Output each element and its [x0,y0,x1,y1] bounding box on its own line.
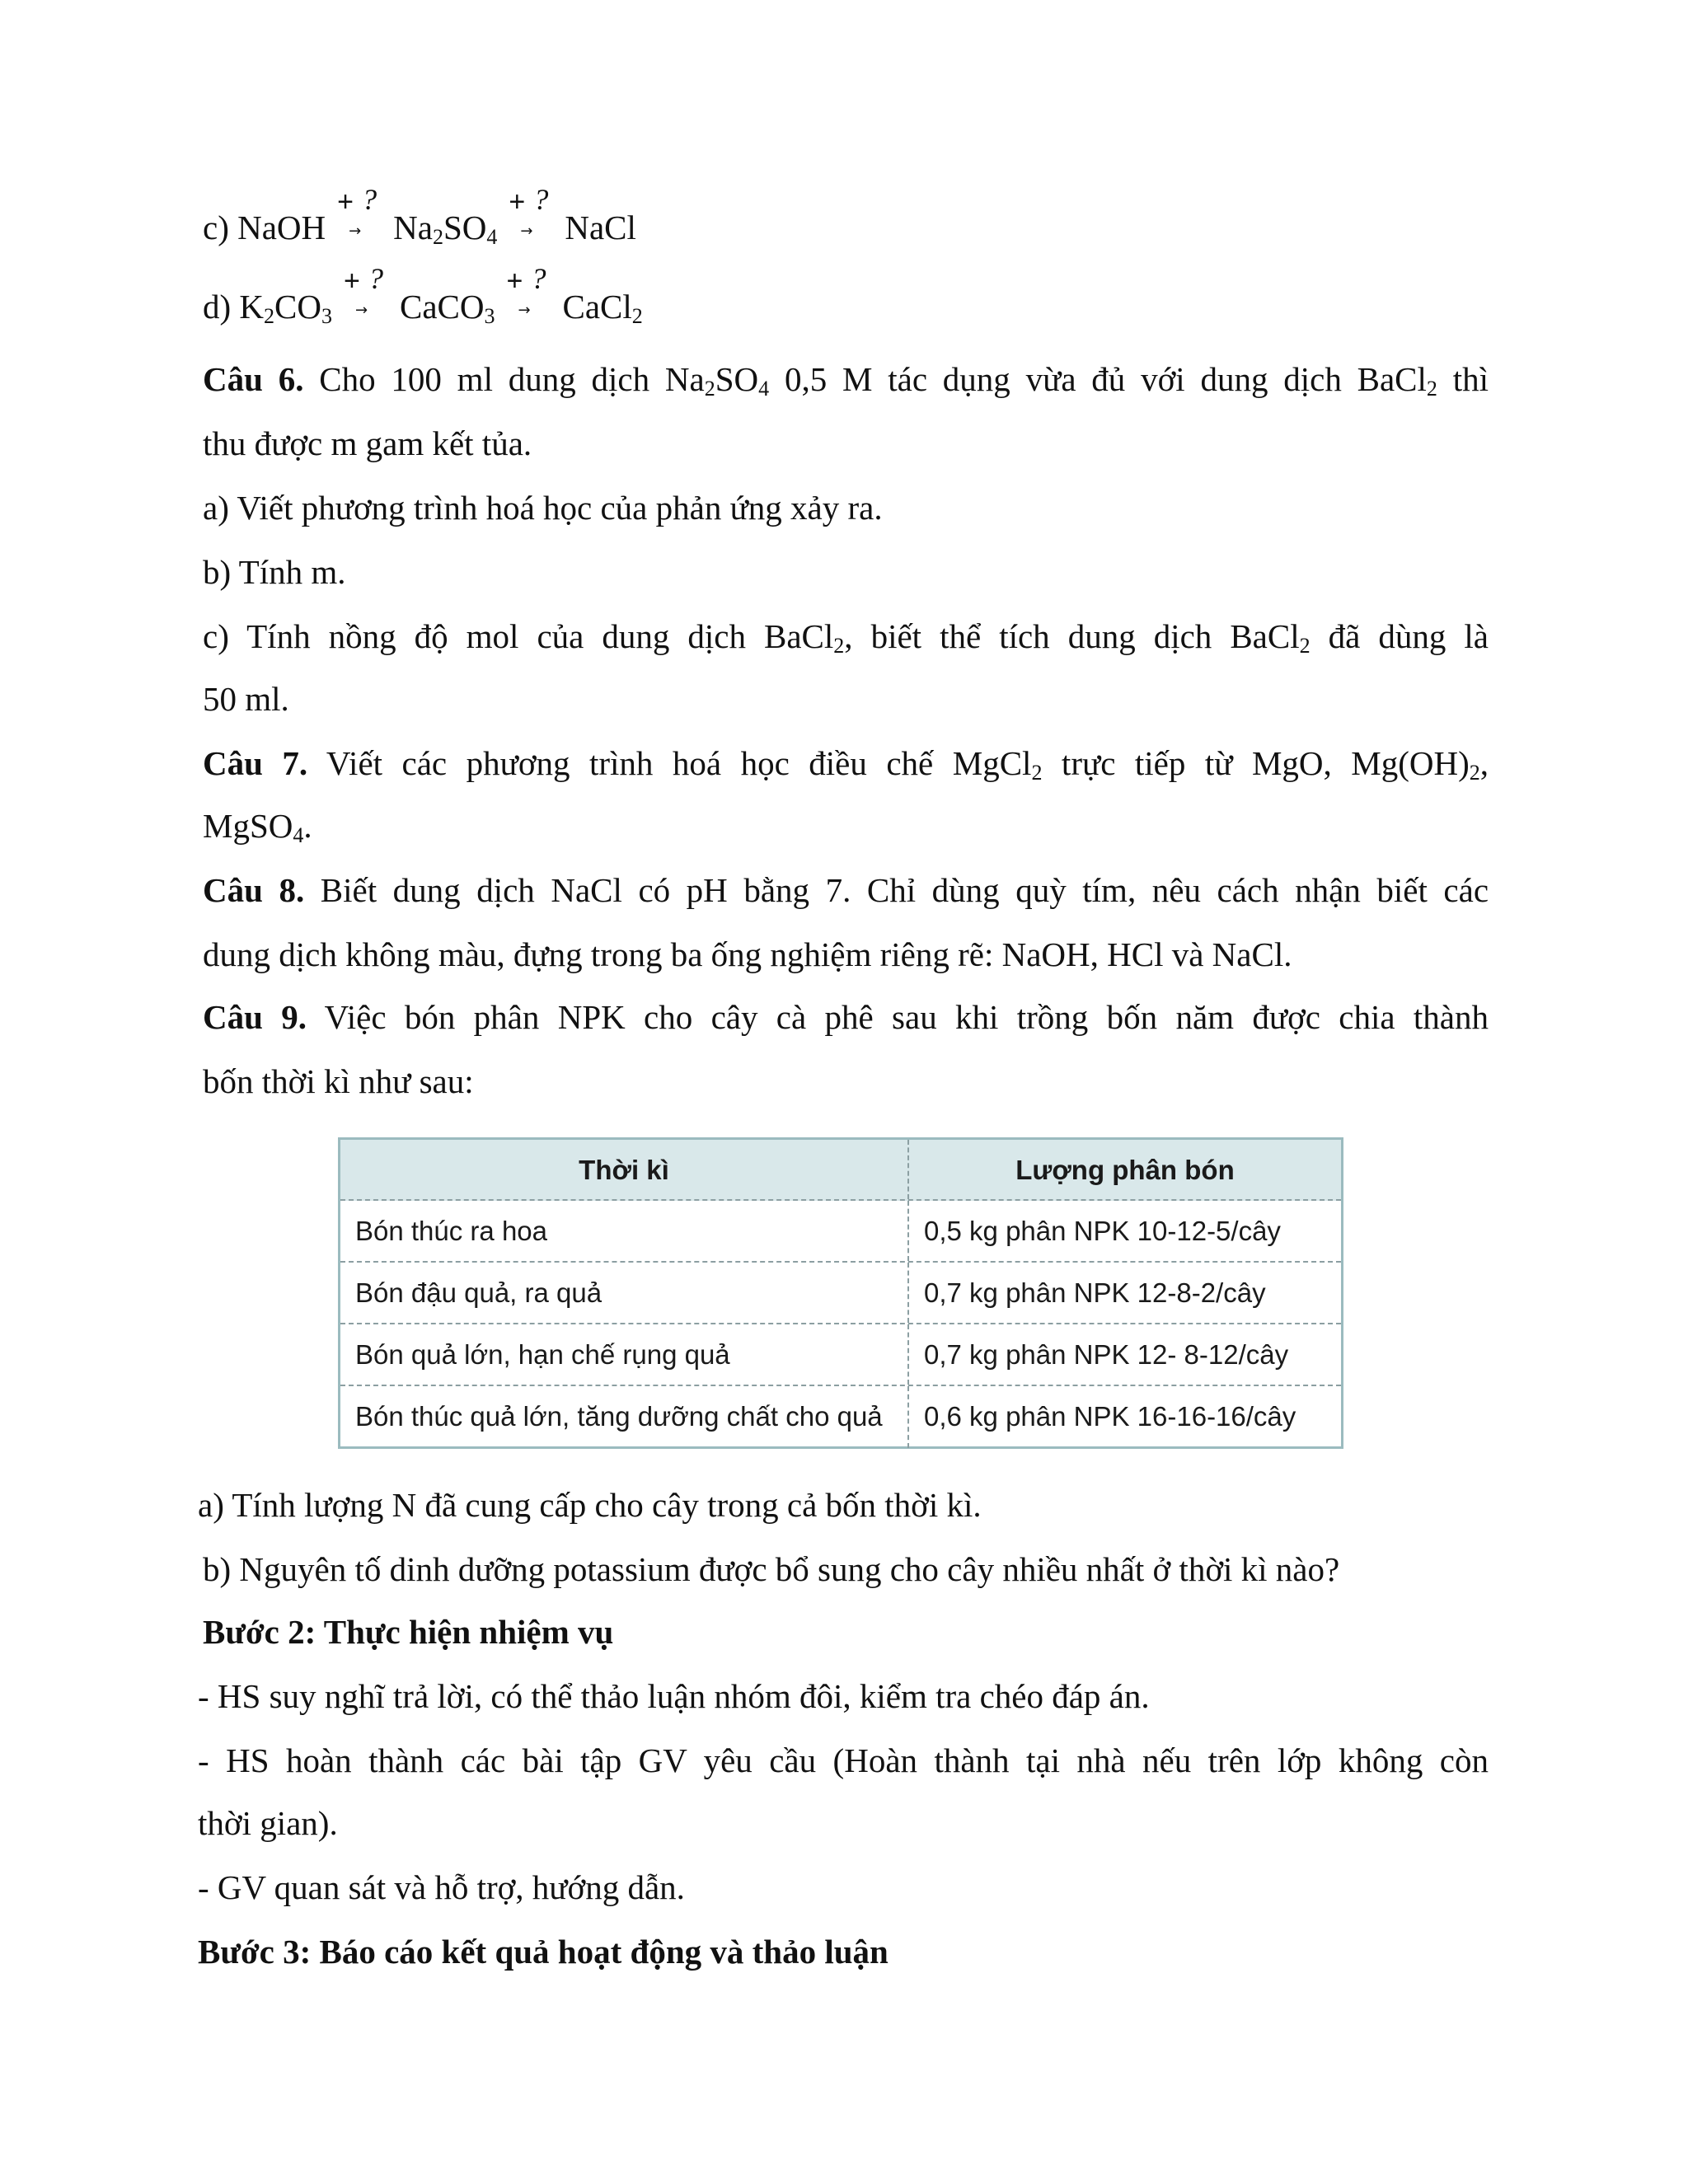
reaction-arrow: + ? → [343,262,383,319]
table-cell: Bón thúc ra hoa [340,1201,909,1261]
equation-c: c) NaOH + ? → $Na_2SO_4$ + ? → NaCl [203,183,636,249]
table-header-cell: Thời kì [340,1140,909,1199]
question-number: Câu 9. [203,998,307,1036]
reaction-arrow: + ? → [506,262,546,319]
table-cell: 0,7 kg phân NPK 12-8-2/cây [924,1277,1266,1308]
table-cell: Bón quả lớn, hạn chế rụng quả [340,1324,909,1385]
question-9-part-a: a) Tính lượng N đã cung cấp cho cây trong cả bốn thời kì. [198,1486,982,1524]
equation-label: d) [203,288,240,326]
step-3-heading: Bước 3: Báo cáo kết quả hoạt động và thảo luận [198,1933,889,1971]
question-number: Câu 7. [203,744,308,782]
table-cell: Bón đậu quả, ra quả [340,1263,909,1323]
question-9-line-2: bốn thời kì như sau: [203,1062,474,1100]
table-header-row [340,1140,1341,1201]
table-cell: 0,6 kg phân NPK 16-16-16/cây [924,1401,1296,1432]
step-2-item: - HS suy nghĩ trả lời, có thể thảo luận nhóm đôi, kiểm tra chéo đáp án. [198,1677,1150,1715]
question-6-part-c: c) Tính nồng độ mol của dung dịch BaCl$_2$, biết thể tích dung dịch BaCl$_2$ đã dùng là [203,617,1489,658]
product: NaCl [565,209,636,246]
question-6-part-c-cont: 50 ml. [203,680,289,718]
table-cell: 0,7 kg phân NPK 12- 8-12/cây [924,1339,1289,1370]
intermediate: Na [393,209,433,246]
table-cell: Bón thúc quả lớn, tăng dưỡng chất cho quả [340,1386,909,1448]
question-6-part-b: b) Tính m. [203,553,346,591]
question-6-part-a: a) Viết phương trình hoá học của phản ứng xảy ra. [203,489,883,527]
reactant: K [239,288,265,326]
reaction-arrow: + ? → [337,183,377,240]
step-2-item: - GV quan sát và hỗ trợ, hướng dẫn. [198,1868,685,1906]
question-6-line-2: thu được m gam kết tủa. [203,424,532,462]
question-8-line-1: Câu 8. Biết dung dịch NaCl có pH bằng 7. Chỉ dùng quỳ tím, nêu cách nhận biết các [203,871,1489,909]
step-2-heading: Bước 2: Thực hiện nhiệm vụ [203,1613,614,1651]
reactant: NaOH [237,209,326,246]
table-cell: 0,5 kg phân NPK 10-12-5/cây [924,1216,1281,1246]
question-7-line-2: MgSO$_4$. [203,807,312,847]
reaction-arrow: + ? → [509,183,549,240]
question-number: Câu 6. [203,360,304,398]
fertilizer-table [338,1137,1343,1449]
question-number: Câu 8. [203,871,305,909]
table-row [340,1324,1341,1386]
equation-d: d) $K_2CO_3$ + ? → CaCO$_3$ + ? → CaCl$_2$ [203,262,643,328]
question-8-line-2: dung dịch không màu, đựng trong ba ống nghiệm riêng rẽ: NaOH, HCl và NaCl. [203,935,1292,973]
product: CaCl [562,288,632,326]
step-2-item: - HS hoàn thành các bài tập GV yêu cầu (Hoàn thành tại nhà nếu trên lớp không còn [198,1741,1489,1779]
question-9-line-1: Câu 9. Việc bón phân NPK cho cây cà phê sau khi trồng bốn năm được chia thành [203,998,1489,1036]
equation-label: c) [203,209,238,246]
table-row [340,1386,1341,1448]
question-7-line-1: Câu 7. Viết các phương trình hoá học điều chế MgCl$_2$ trực tiếp từ MgO, $Mg(OH)_2$, [203,744,1489,785]
question-9-part-b: b) Nguyên tố dinh dưỡng potassium được bổ sung cho cây nhiều nhất ở thời kì nào? [203,1550,1340,1588]
table-row [340,1201,1341,1263]
step-2-item-cont: thời gian). [198,1804,338,1842]
intermediate: CaCO [399,288,485,326]
question-6-line-1: Câu 6. Cho 100 ml dung dịch $Na_2SO_4$ 0,5 M tác dụng vừa đủ với dung dịch BaCl$_2$ thì [203,360,1489,401]
table-row [340,1263,1341,1324]
table-header-cell: Lượng phân bón [1015,1155,1235,1185]
